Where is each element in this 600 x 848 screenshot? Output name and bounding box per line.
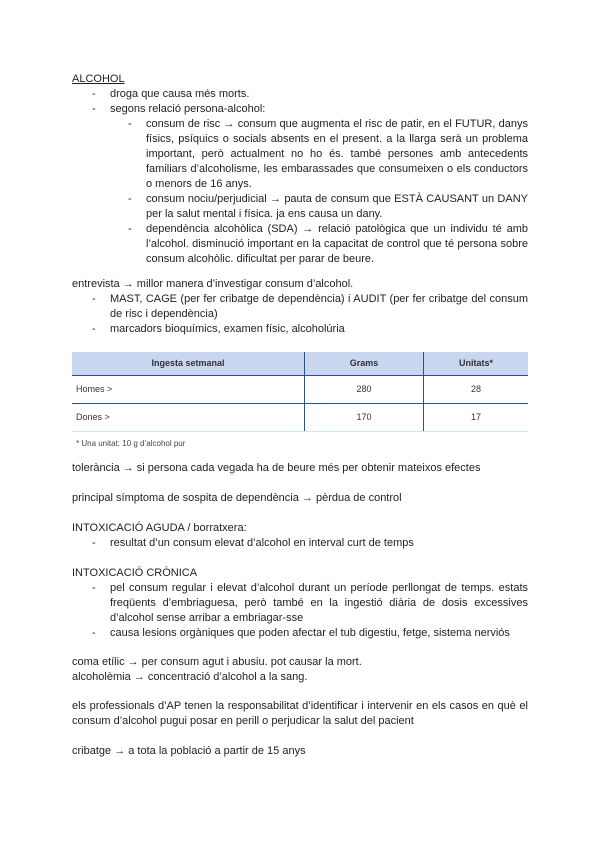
intake-table <box>72 352 528 432</box>
paragraph: coma etílic → per consum agut i abusiu. pot causar la mort. <box>72 656 362 668</box>
table-row <box>72 376 528 404</box>
table-footnote: * Una unitat: 10 g d’alcohol pur <box>76 439 186 448</box>
cell: Homes > <box>72 376 305 404</box>
cell: 17 <box>424 404 529 432</box>
cell: Dones > <box>72 404 305 432</box>
paragraph: els professionals d’AP tenen la responsabilitat d’identificar i intervenir en els casos en què el consum d’alcohol pugui posar en perill o perjudicar la salut del pacient <box>72 700 528 727</box>
paragraph: cribatge → a tota la població a partir de 15 anys <box>72 745 306 757</box>
sub-list-item: - consum nociu/perjudicial → pauta de consum que ESTÀ CAUSANT un DANY per la salut mental i física. ja ens causa un dany. <box>72 192 528 222</box>
table-header-row <box>72 352 528 376</box>
sub-list-item: - dependència alcohòlica (SDA) → relació patològica que un individu té amb l’alcohol. disminució important en la capacitat de control que té persona sobre consum alcohòlic. dificultat per parar de beure. <box>72 222 528 267</box>
alcohol-section <box>72 72 528 267</box>
cell: 170 <box>305 404 424 432</box>
intake-table-block <box>72 352 528 451</box>
section-title: INTOXICACIÓ CRÒNICA <box>72 567 198 579</box>
paragraph: principal símptoma de sospita de dependència → pèrdua de control <box>72 492 402 504</box>
list-item: - segons relació persona-alcohol: <box>72 102 528 117</box>
cell: 28 <box>424 376 529 404</box>
paragraph: alcoholèmia → concentració d’alcohol a la sang. <box>72 671 308 683</box>
cell: 280 <box>305 376 424 404</box>
paragraph: tolerància → si persona cada vegada ha de beure més per obtenir mateixos efectes <box>72 462 481 474</box>
sub-list-item: - consum de risc → consum que augmenta el risc de patir, en el FUTUR, danys físics, psíquics o socials absents en el present. a la llarga serà un problema important, però actualment no ho és. també persones amb antecedents familiars d’alcoholisme, les embarassades que consumeixen o els conductors o menors de 16 anys. <box>72 117 528 192</box>
list-item: - resultat d’un consum elevat d’alcohol en interval curt de temps <box>72 536 528 551</box>
header-cell: Grams <box>305 352 424 376</box>
aguda-section <box>72 521 528 551</box>
section-title: ALCOHOL <box>72 73 125 85</box>
header-cell: Unitats* <box>424 352 529 376</box>
header-cell: Ingesta setmanal <box>72 352 305 376</box>
list-item: - causa lesions orgàniques que poden afectar el tub digestiu, fetge, sistema nerviós <box>72 626 528 641</box>
entrevista-section <box>72 277 528 337</box>
list-item: - pel consum regular i elevat d’alcohol durant un període perllongat de temps. estats freqüents d’embriaguesa, però també en la ingestió diària de dosis excessives d’alcohol sense arribar a embriagar-sse <box>72 581 528 626</box>
section-title: INTOXICACIÓ AGUDA / borratxera: <box>72 522 247 534</box>
table-row <box>72 404 528 432</box>
paragraph: entrevista → millor manera d’investigar consum d’alcohol. <box>72 278 354 290</box>
list-item: - MAST, CAGE (per fer cribatge de dependència) i AUDIT (per fer cribatge del consum de risc i dependència) <box>72 292 528 322</box>
cronica-section <box>72 566 528 641</box>
list-item: - droga que causa més morts. <box>72 87 528 102</box>
list-item: - marcadors bioquímics, examen físic, alcoholúria <box>72 322 528 337</box>
